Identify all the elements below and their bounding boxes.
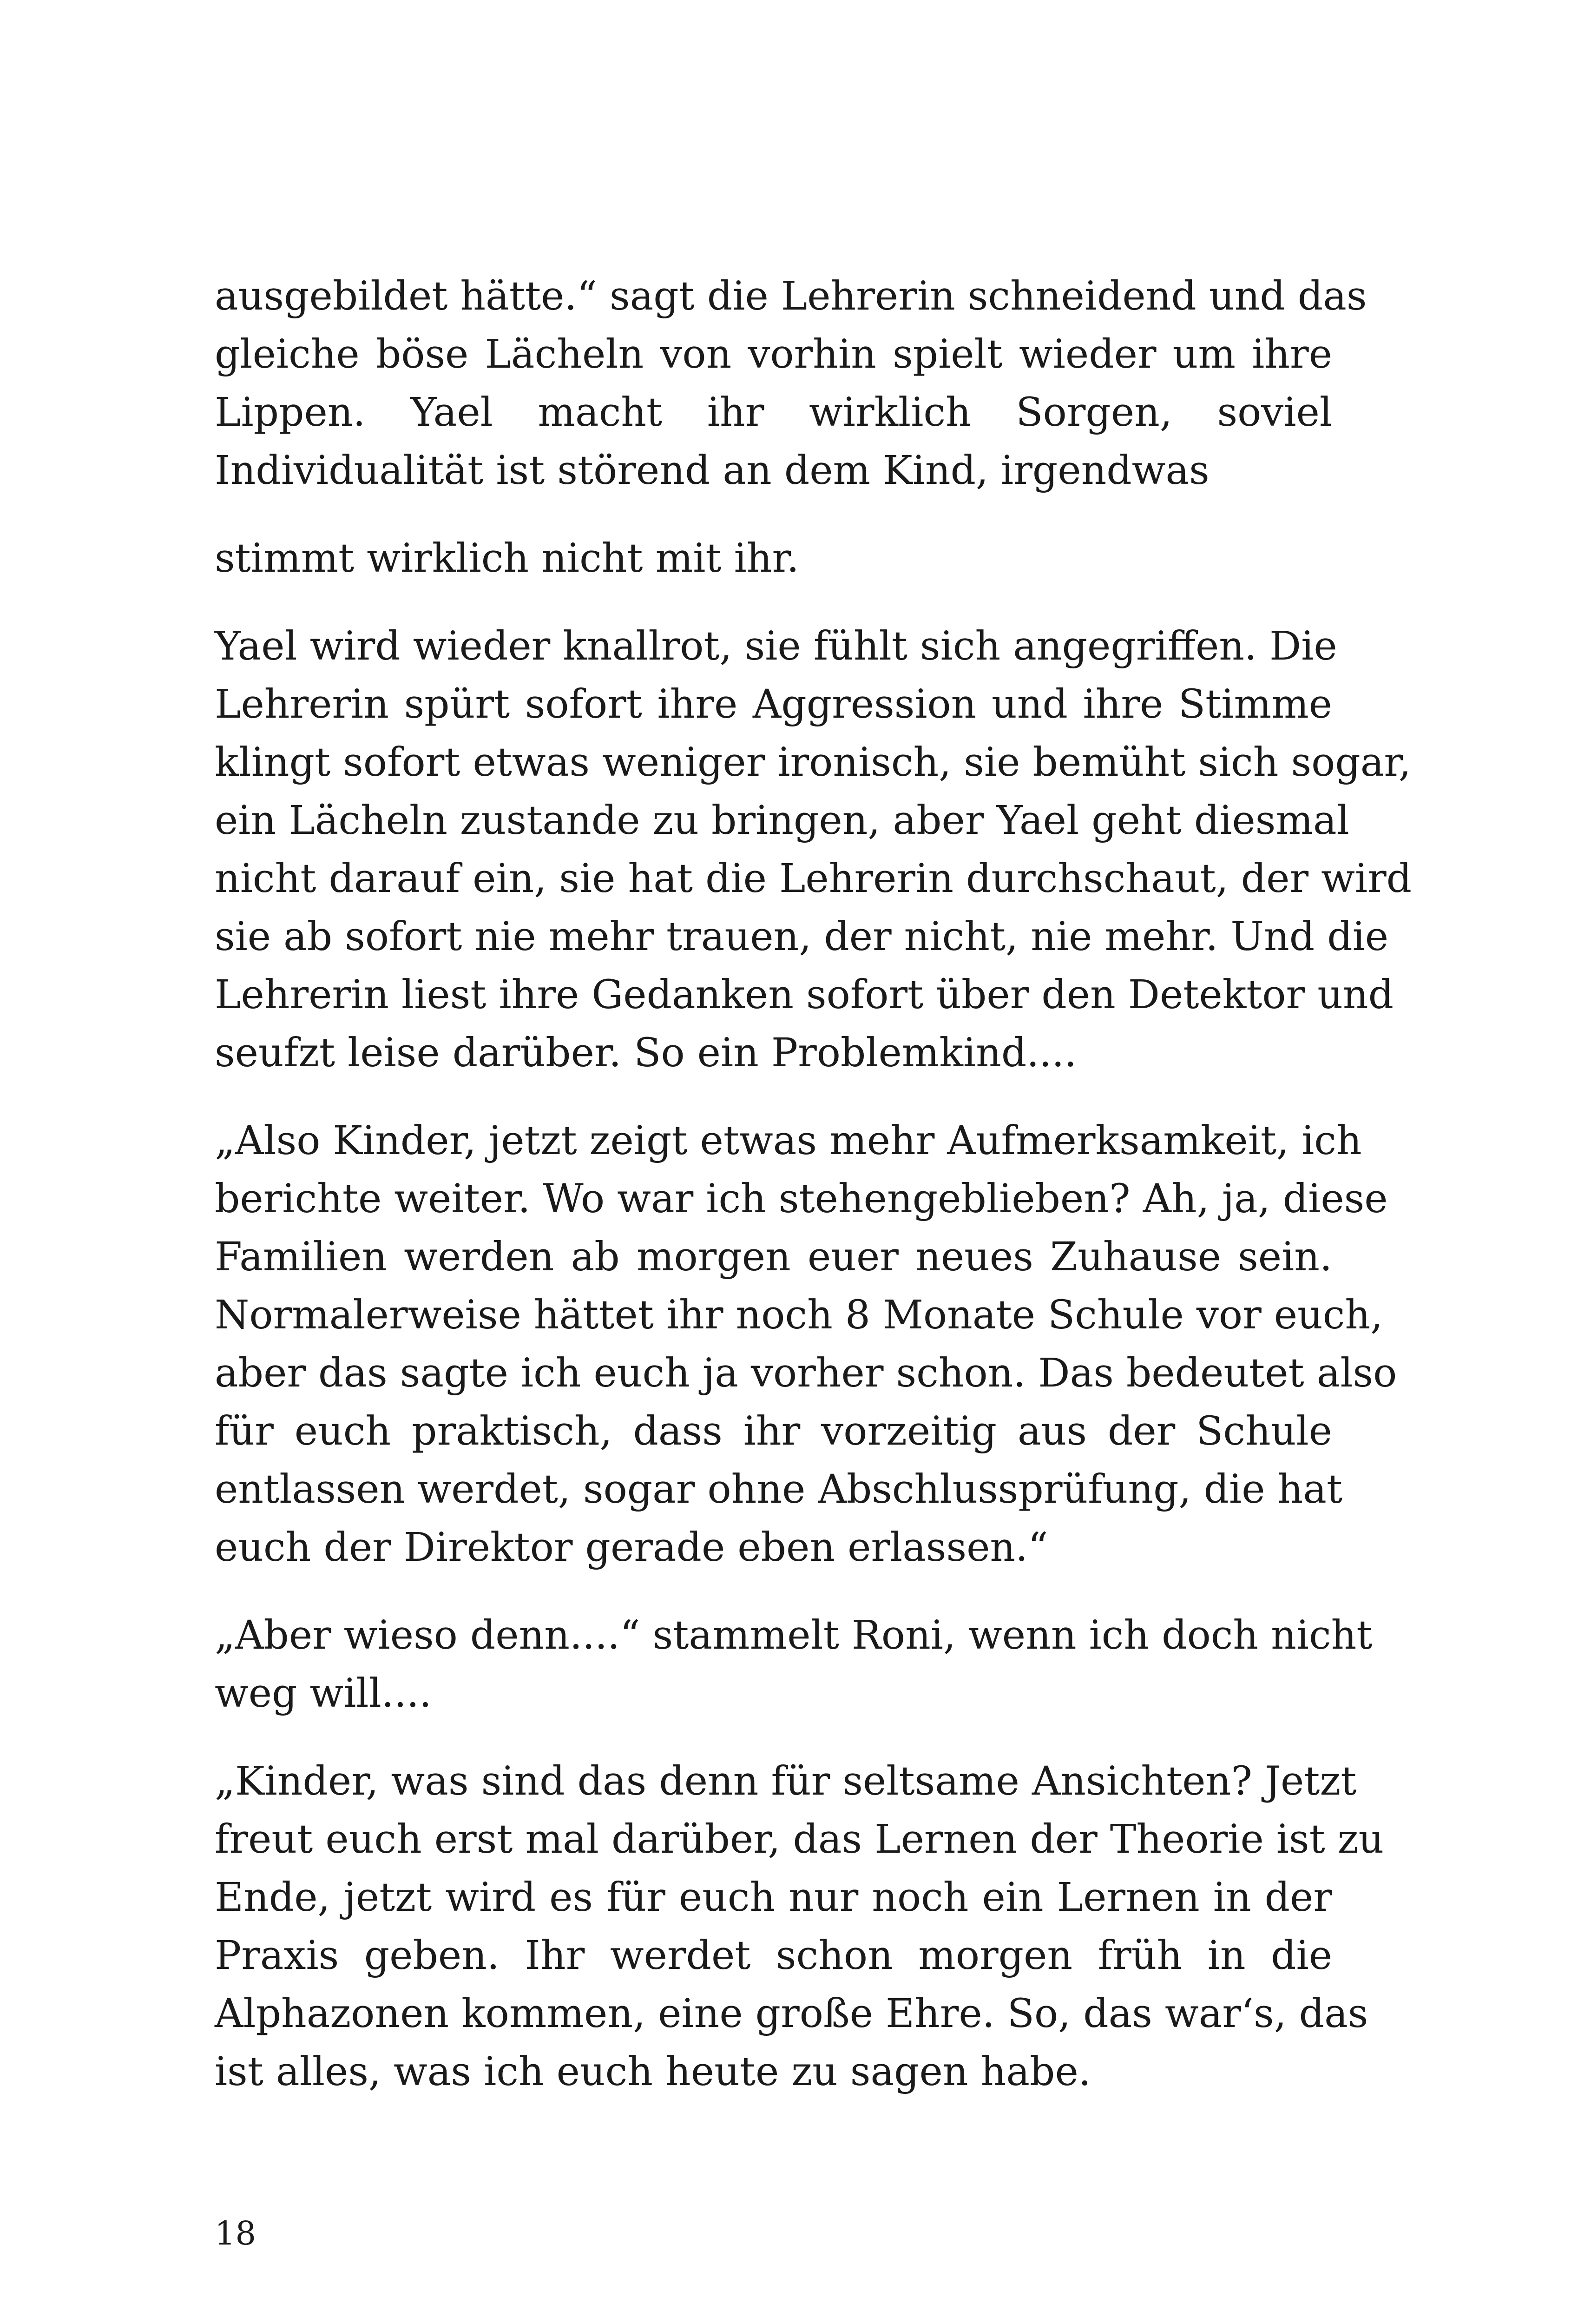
text-line: nicht darauf ein, sie hat die Lehrerin durchschaut, der wird: [215, 856, 1412, 902]
text-line: seufzt leise darüber. So ein Problemkind....: [215, 1030, 1077, 1076]
page-number: 18: [215, 2214, 256, 2252]
text-line: „Kinder, was sind das denn für seltsame Ansichten? Jetzt: [215, 1758, 1357, 1804]
text-line: Yael wird wieder knallrot, sie fühlt sich angegriffen. Die: [215, 623, 1337, 669]
text-line: für euch praktisch, dass ihr vorzeitig aus der Schule: [215, 1408, 1332, 1454]
text-line: Individualität ist störend an dem Kind, irgendwas: [215, 448, 1210, 494]
text-line: ist alles, was ich euch heute zu sagen habe.: [215, 2049, 1091, 2095]
paragraph: [215, 1606, 1373, 1723]
text-line: Praxis geben. Ihr werdet schon morgen früh in die: [215, 1933, 1332, 1979]
text-line: Ende, jetzt wird es für euch nur noch ein Lernen in der: [215, 1875, 1332, 1921]
text-line: freut euch erst mal darüber, das Lernen der Theorie ist zu: [215, 1816, 1384, 1862]
text-line: ausgebildet hätte.“ sagt die Lehrerin schneidend und das: [215, 273, 1367, 319]
text-line: klingt sofort etwas weniger ironisch, sie bemüht sich sogar,: [215, 739, 1411, 786]
text-line: entlassen werdet, sogar ohne Abschlussprüfung, die hat: [215, 1466, 1343, 1512]
paragraph: [215, 617, 1412, 1082]
text-line: gleiche böse Lächeln von vorhin spielt wieder um ihre: [215, 331, 1332, 377]
text-line: weg will....: [215, 1670, 432, 1717]
text-line: Lehrerin liest ihre Gedanken sofort über den Detektor und: [215, 972, 1394, 1018]
paragraph: [215, 529, 1332, 588]
text-line: Alphazonen kommen, eine große Ehre. So, das war‘s, das: [215, 1991, 1368, 2037]
body-text: [215, 267, 1412, 2101]
text-line: Familien werden ab morgen euer neues Zuhause sein.: [215, 1234, 1332, 1280]
paragraph: [215, 1752, 1384, 2101]
text-line: Lehrerin spürt sofort ihre Aggression und ihre Stimme: [215, 681, 1332, 727]
paragraph: [215, 267, 1367, 500]
paragraph: [215, 1112, 1397, 1577]
text-line: berichte weiter. Wo war ich stehengeblieben? Ah, ja, diese: [215, 1176, 1388, 1222]
text-line: „Also Kinder, jetzt zeigt etwas mehr Aufmerksamkeit, ich: [215, 1118, 1362, 1164]
text-line: „Aber wieso denn....“ stammelt Roni, wenn ich doch nicht: [215, 1612, 1373, 1658]
text-line: Normalerweise hättet ihr noch 8 Monate Schule vor euch,: [215, 1292, 1383, 1338]
text-line: stimmt wirklich nicht mit ihr.: [215, 535, 799, 581]
text-line: Lippen. Yael macht ihr wirklich Sorgen, soviel: [215, 390, 1332, 436]
text-line: sie ab sofort nie mehr trauen, der nicht, nie mehr. Und die: [215, 914, 1389, 960]
text-line: ein Lächeln zustande zu bringen, aber Yael geht diesmal: [215, 798, 1349, 844]
text-line: euch der Direktor gerade eben erlassen.“: [215, 1525, 1048, 1571]
text-line: aber das sagte ich euch ja vorher schon. Das bedeutet also: [215, 1350, 1397, 1396]
